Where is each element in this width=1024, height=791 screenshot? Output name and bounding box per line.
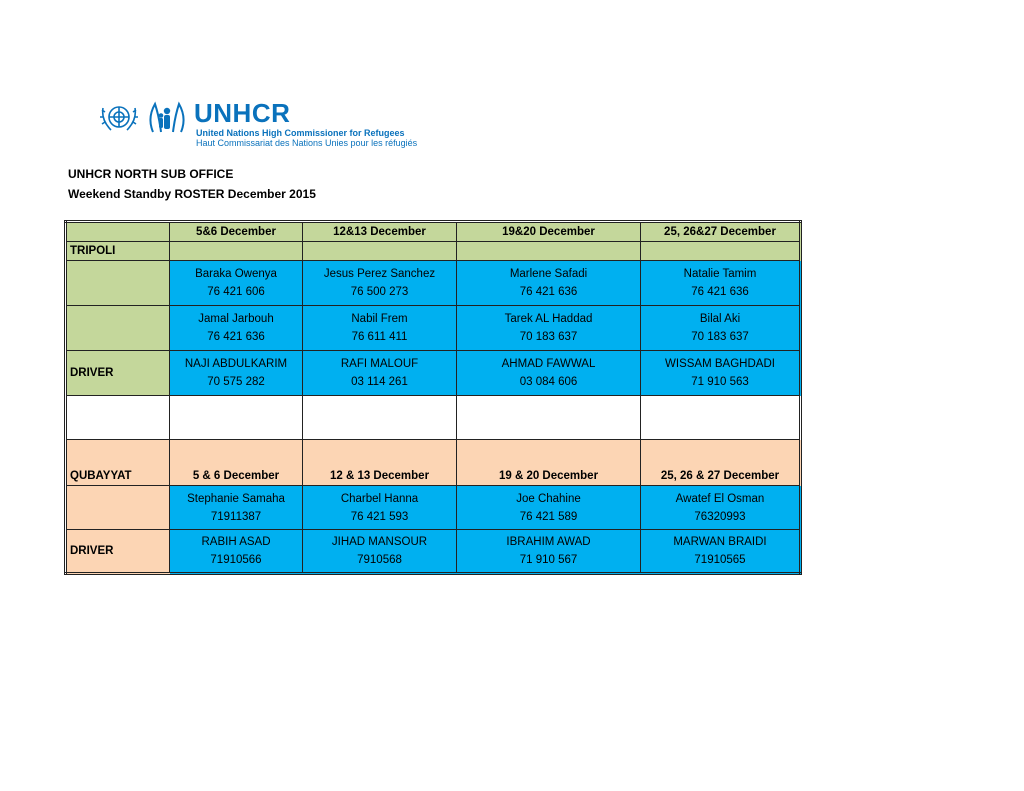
- staff-name: WISSAM BAGHDADI: [665, 358, 775, 370]
- staff-cell: [457, 261, 641, 306]
- staff-cell: [457, 486, 641, 530]
- staff-phone: 71911387: [210, 510, 262, 523]
- date-header: 25, 26&27 December: [641, 222, 801, 242]
- staff-name: RABIH ASAD: [201, 536, 271, 548]
- table-row: [66, 351, 801, 396]
- staff-cell: [303, 486, 457, 530]
- staff-name: MARWAN BRAIDI: [673, 536, 767, 548]
- staff-cell: [170, 306, 303, 351]
- row-label: [66, 306, 170, 351]
- date-header: 5 & 6 December: [170, 440, 303, 486]
- staff-cell: [170, 530, 303, 574]
- unhcr-hands-icon: [145, 100, 189, 136]
- staff-name: Tarek AL Haddad: [504, 313, 593, 325]
- tripoli-date-row: [66, 222, 801, 242]
- roster-title: Weekend Standby ROSTER December 2015: [68, 187, 316, 201]
- row-label: DRIVER: [66, 530, 170, 574]
- corner-cell: [66, 222, 170, 242]
- staff-cell: [170, 486, 303, 530]
- staff-phone: 76 421 593: [350, 510, 409, 523]
- date-header: 12 & 13 December: [303, 440, 457, 486]
- date-header: 25, 26 & 27 December: [641, 440, 801, 486]
- row-label: [66, 486, 170, 530]
- staff-phone: 03 084 606: [519, 376, 578, 388]
- tripoli-label-row: [66, 242, 801, 261]
- staff-phone: 71910566: [210, 554, 262, 566]
- staff-phone: 76 421 589: [519, 510, 578, 523]
- staff-name: Joe Chahine: [516, 492, 581, 505]
- staff-cell: [457, 306, 641, 351]
- logo-subtitle-fr: Haut Commissariat des Nations Unies pour les réfugiés: [196, 138, 418, 148]
- staff-name: Awatef El Osman: [675, 492, 765, 505]
- staff-phone: 03 114 261: [351, 376, 408, 388]
- staff-cell: [641, 351, 801, 396]
- un-emblem-icon: [97, 100, 141, 136]
- empty-row: [66, 396, 801, 440]
- staff-phone: 70 183 637: [519, 331, 578, 343]
- staff-phone: 76 500 273: [350, 286, 409, 298]
- staff-phone: 7910568: [357, 554, 402, 566]
- staff-cell: [641, 306, 801, 351]
- row-label: [66, 261, 170, 306]
- date-header: 19 & 20 December: [457, 440, 641, 486]
- table-row: [66, 486, 801, 530]
- table-row: [66, 530, 801, 574]
- logo-subtitle-en: United Nations High Commissioner for Refugees: [196, 128, 405, 138]
- staff-cell: [641, 261, 801, 306]
- staff-phone: 76320993: [694, 510, 746, 523]
- qubayyat-date-row: [66, 440, 801, 486]
- staff-phone: 76 421 636: [207, 331, 265, 343]
- staff-name: Natalie Tamim: [683, 268, 757, 280]
- staff-name: Bilal Aki: [699, 313, 741, 325]
- table-row: [66, 306, 801, 351]
- table-row: [66, 261, 801, 306]
- staff-phone: 70 575 282: [207, 376, 265, 388]
- staff-cell: [303, 351, 457, 396]
- staff-cell: [303, 306, 457, 351]
- staff-cell: [170, 351, 303, 396]
- row-label: DRIVER: [66, 351, 170, 396]
- staff-name: Jamal Jarbouh: [198, 313, 274, 325]
- location-label-tripoli: TRIPOLI: [66, 242, 170, 261]
- roster-table: [64, 220, 802, 575]
- staff-name: RAFI MALOUF: [340, 358, 419, 370]
- staff-phone: 76 421 606: [207, 286, 265, 298]
- staff-cell: [170, 261, 303, 306]
- staff-cell: [641, 486, 801, 530]
- office-title: UNHCR NORTH SUB OFFICE: [68, 167, 234, 181]
- date-header: 12&13 December: [303, 222, 457, 242]
- staff-phone: 76 611 411: [351, 331, 408, 343]
- staff-phone: 70 183 637: [691, 331, 749, 343]
- staff-cell: [457, 351, 641, 396]
- staff-name: Charbel Hanna: [340, 492, 419, 505]
- staff-phone: 76 421 636: [691, 286, 749, 298]
- staff-cell: [641, 530, 801, 574]
- staff-name: IBRAHIM AWAD: [506, 536, 591, 548]
- staff-name: Nabil Frem: [351, 313, 408, 325]
- staff-name: NAJI ABDULKARIM: [184, 358, 288, 370]
- staff-phone: 76 421 636: [519, 286, 578, 298]
- staff-cell: [457, 530, 641, 574]
- staff-name: JIHAD MANSOUR: [331, 536, 428, 548]
- staff-name: Stephanie Samaha: [187, 492, 285, 505]
- staff-cell: [303, 261, 457, 306]
- unhcr-logo: [97, 100, 427, 150]
- staff-name: AHMAD FAWWAL: [501, 358, 596, 370]
- logo-brand: UNHCR: [194, 98, 291, 128]
- staff-phone: 71 910 567: [519, 554, 578, 566]
- staff-name: Marlene Safadi: [509, 268, 588, 280]
- staff-phone: 71910565: [694, 554, 746, 566]
- location-label-qubayyat: QUBAYYAT: [66, 440, 170, 486]
- staff-name: Jesus Perez Sanchez: [323, 268, 436, 280]
- staff-phone: 71 910 563: [691, 376, 749, 388]
- date-header: 19&20 December: [457, 222, 641, 242]
- staff-name: Baraka Owenya: [195, 268, 277, 280]
- date-header: 5&6 December: [170, 222, 303, 242]
- staff-cell: [303, 530, 457, 574]
